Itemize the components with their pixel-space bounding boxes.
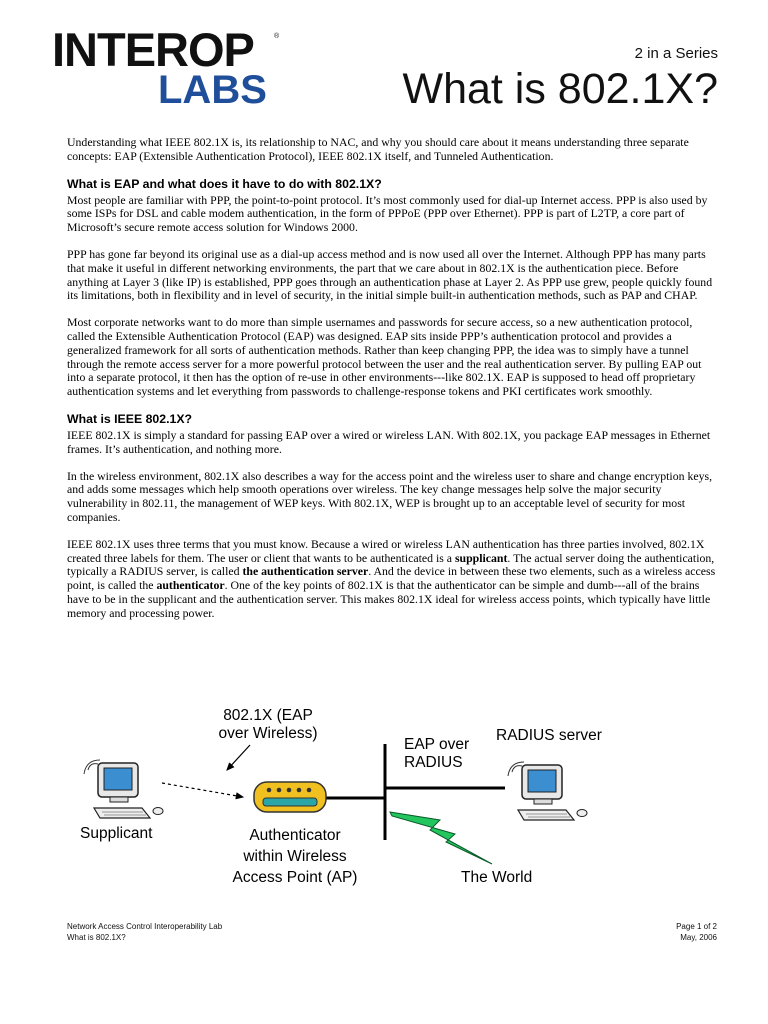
supplicant-computer-icon <box>84 760 163 818</box>
document-body <box>67 136 719 634</box>
page-title: What is 802.1X? <box>402 65 718 113</box>
label-authenticator-3: Access Point (AP) <box>232 869 358 886</box>
eap-paragraph-3: Most corporate networks want to do more than simple usernames and passwords for secure access, so a new authentication protocol, called the Extensible Authentication Protocol (EAP) was designed. EAP sits inside PPP’s authentication protocol and provides a generalized framework for all sorts of authentication methods. Rather than keep changing PPP, the idea was to simply have a tunnel through the remote access server for a more powerful protocol between the user and the real authentication server. By pulling EAP out into a separate protocol, it then has the option of re-use in other environments---like 802.1X. EAP is supposed to head off proprietary authentication systems and let everything from passwords to challenge-response tokens and PKI certificates work smoothly. <box>67 315 702 399</box>
term-authenticator: authenticator <box>156 578 225 593</box>
series-label: 2 in a Series <box>634 45 718 62</box>
term-supplicant: supplicant <box>454 550 508 565</box>
8021x-paragraph-2: In the wireless environment, 802.1X also describes a way for the access point and the wireless user to share and change encryption keys, and adds some messages which help smooth operations over wireless. The key change messages help solve the major security vulnerability in 802.11, the management of WEP keys. With 802.1X, WEP is brought up to an acceptable level of security for most companies. <box>67 468 713 524</box>
eap-paragraph-1: Most people are familiar with PPP, the point-to-point protocol. It’s most commonly used for dial-up Internet access. PPP is also used by some ISPs for DSL and cable modem authentication, in the form of PPPoE (PPP over Ethernet). PPP is part of L2TP, a core part of Microsoft’s secure remote access solution for Windows 2000. <box>67 192 708 235</box>
section-heading-eap: What is EAP and what does it have to do with 802.1X? <box>67 176 382 191</box>
label-the-world: The World <box>461 869 533 886</box>
label-eap-wireless-2: over Wireless) <box>218 725 318 742</box>
footer-lab-name: Network Access Control Interoperability Lab <box>67 922 223 931</box>
label-authenticator-1: Authenticator <box>249 827 341 844</box>
logo-labs: LABS <box>158 68 267 112</box>
label-eap-radius-1: EAP over <box>404 736 470 753</box>
eap-paragraph-2: PPP has gone far beyond its original use as a dial-up access method and is now used all over the Internet. Although PPP has many parts that make it useful in different networking environments, the part that we care about in 802.1X is the authentication piece. Before anything at Layer 3 (like IP) is established, PPP goes through an authentication phase at Layer 2. As PPP use grew, people quickly found its limitations, both in flexibility and in level of security, in the initial simple built-in authentication methods, such as PAP and CHAP. <box>67 246 713 303</box>
label-pointer-arrow <box>227 745 250 770</box>
label-eap-radius-2: RADIUS <box>404 754 463 771</box>
label-authenticator-2: within Wireless <box>243 848 347 865</box>
access-point-icon <box>254 782 326 812</box>
footer-right <box>676 921 717 943</box>
section-heading-8021x: What is IEEE 802.1X? <box>67 411 193 426</box>
footer-doc-title: What is 802.1X? <box>67 933 126 942</box>
label-supplicant: Supplicant <box>80 825 153 842</box>
logo-interop: INTEROP <box>52 23 254 76</box>
network-diagram <box>0 698 768 898</box>
8021x-paragraph-1: IEEE 802.1X is simply a standard for passing EAP over a wired or wireless LAN. With 802.1X, you package EAP messages in Ethernet frames. It’s authentication, and nothing more. <box>67 427 711 456</box>
terms-text-d: . One of the key points of 802.1X is that the authenticator can be simple and dumb---all of the brains have to be in the supplicant and the authentication server. This makes 802.1X ideal for wireless access points, which typically have little memory and processing power. <box>67 578 711 620</box>
terms-text-c: . And the device in between these two elements, such as a wireless access point, is called the <box>67 564 716 593</box>
logo-registered-mark: ® <box>274 33 280 40</box>
wireless-link <box>162 783 243 797</box>
term-authentication-server: the authentication server <box>242 564 369 579</box>
footer-left <box>67 921 222 943</box>
footer-date: May, 2006 <box>680 933 717 942</box>
footer-page-number: Page 1 of 2 <box>676 922 717 931</box>
terms-text-a: IEEE 802.1X uses three terms that you must know. Because a wired or wireless LAN authentication has three parties involved, 802.1X created three labels for them. The user or client that wants to be authenticated is a <box>67 536 705 565</box>
label-eap-wireless-1: 802.1X (EAP <box>223 707 313 724</box>
intro-paragraph: Understanding what IEEE 802.1X is, its relationship to NAC, and why you should care about it means understanding three separate concepts: EAP (Extensible Authentication Protocol), IEEE 802.1X itself, and Tunneled Authentication. <box>67 135 689 163</box>
label-radius-server: RADIUS server <box>496 727 602 744</box>
lightning-bolt-icon <box>390 812 492 864</box>
radius-server-computer-icon <box>508 762 587 820</box>
8021x-paragraph-3 <box>67 538 719 621</box>
terms-text-b: . The actual server doing the authentication, typically a RADIUS server, is called <box>67 550 715 579</box>
